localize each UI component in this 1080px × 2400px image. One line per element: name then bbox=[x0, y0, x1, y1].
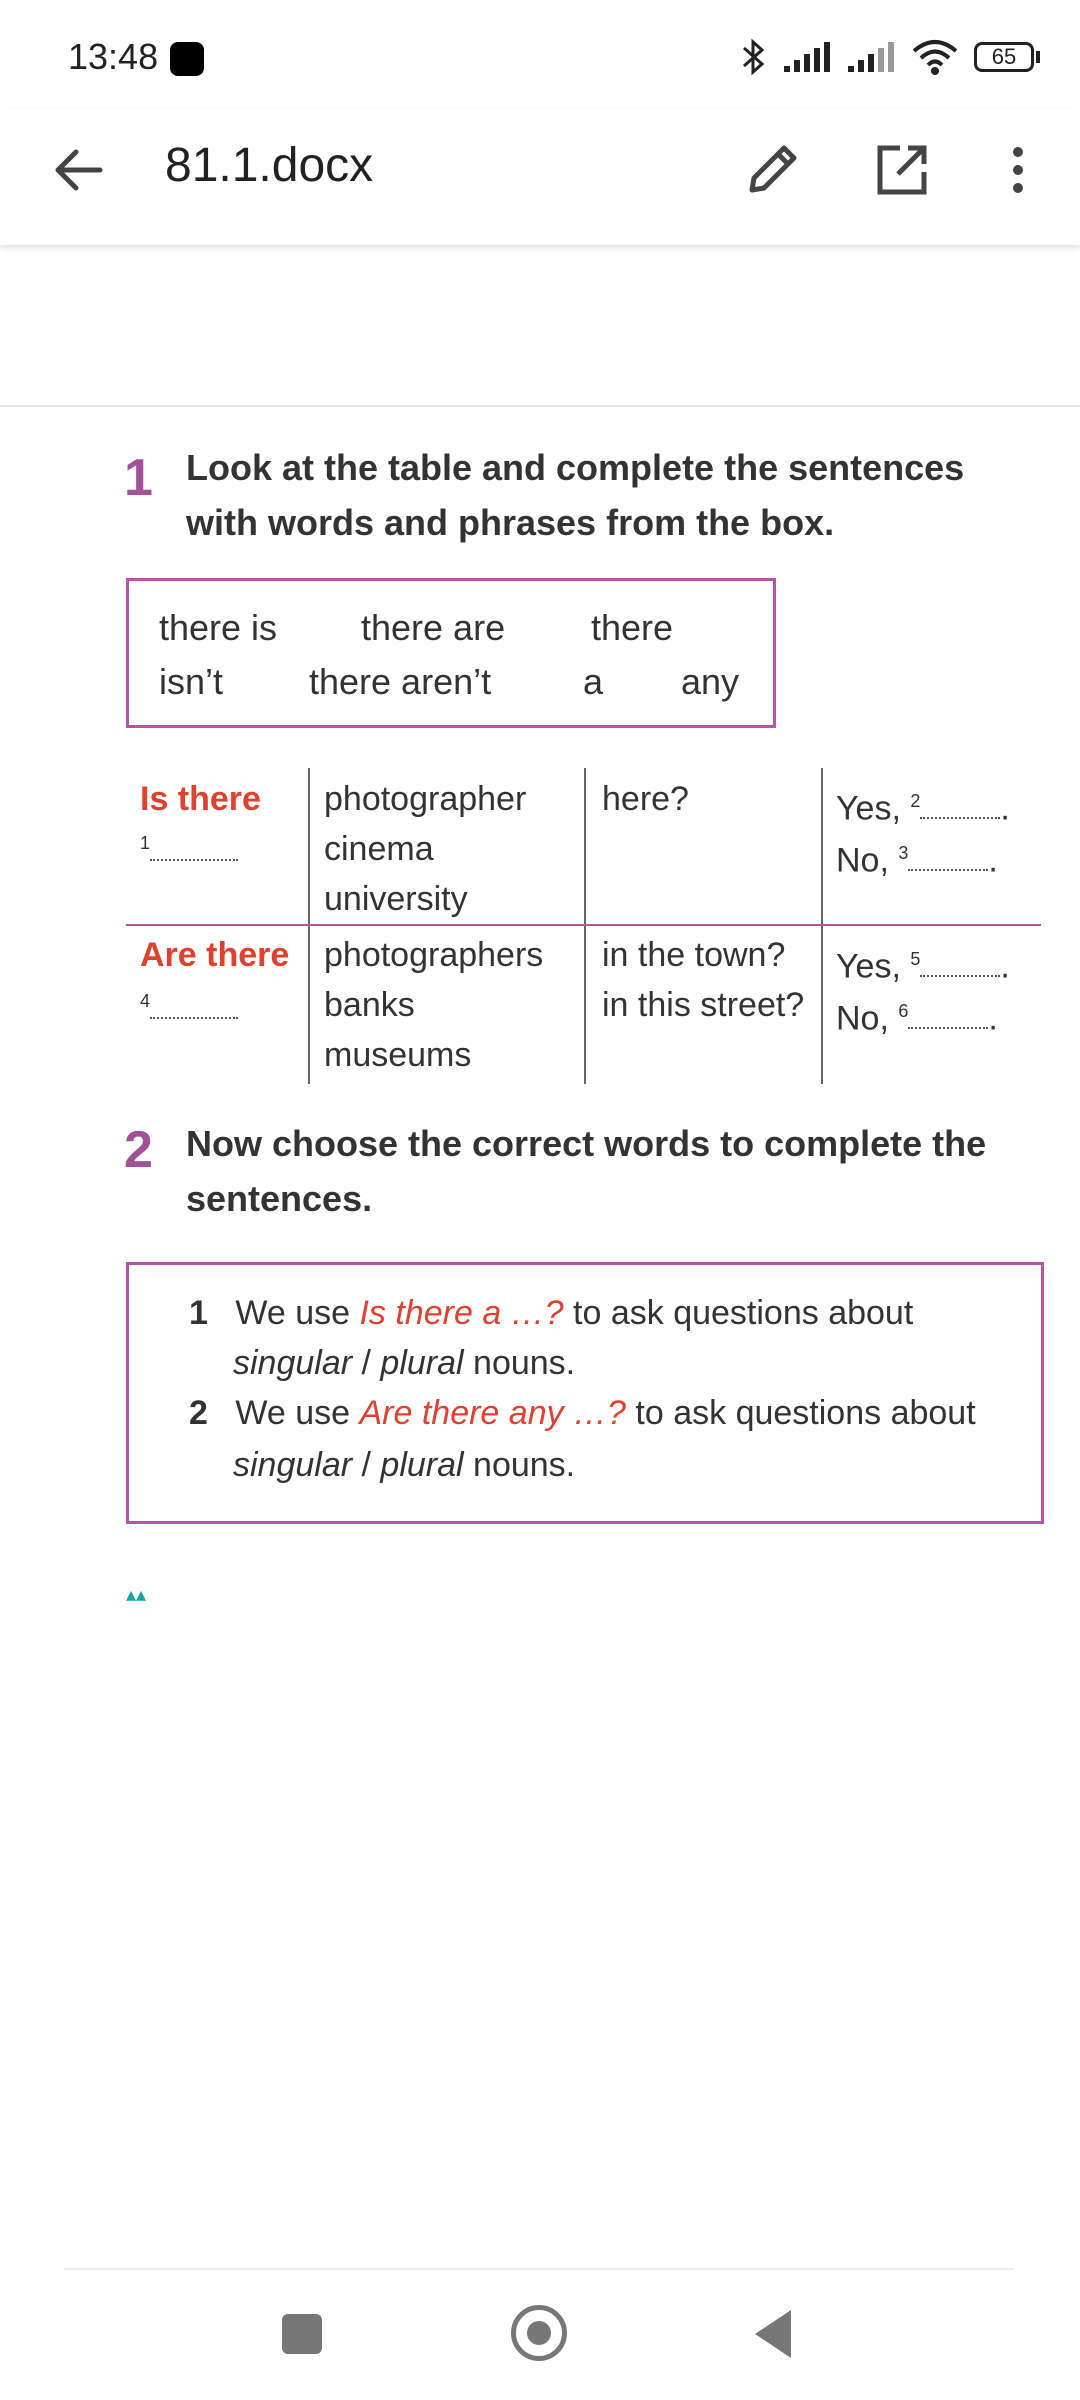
home-button-dot bbox=[527, 2321, 551, 2345]
blank-line bbox=[920, 965, 1000, 977]
answer-blank-2[interactable]: Yes, $^2$ . bbox=[836, 789, 1010, 828]
rule-number: 2 bbox=[189, 1394, 208, 1432]
yes-label: Yes, bbox=[836, 947, 901, 986]
document-header-space bbox=[0, 245, 1080, 405]
word-box-item: isn’t bbox=[159, 661, 224, 702]
no-label: No, bbox=[836, 999, 889, 1038]
place: in the town? bbox=[602, 936, 786, 974]
word-box-item: there are bbox=[361, 607, 506, 648]
rule-highlight: Are there any …? bbox=[359, 1394, 626, 1432]
option-separator: / bbox=[352, 1446, 381, 1484]
rule-text: We use bbox=[235, 1394, 360, 1432]
table-divider bbox=[308, 768, 310, 1084]
rule-number: 1 bbox=[189, 1294, 208, 1332]
document-title: 81.1.docx bbox=[165, 139, 374, 192]
answer-blank-5[interactable]: Yes, $^5$ . bbox=[836, 947, 1010, 986]
word-box-item: there aren’t bbox=[309, 661, 492, 702]
signal-icon bbox=[782, 40, 832, 74]
exercise-heading bbox=[186, 440, 964, 550]
answer-blank-1[interactable] bbox=[140, 818, 238, 875]
option-separator: / bbox=[352, 1344, 381, 1382]
blank-number: 3 bbox=[898, 843, 909, 863]
rule-end: nouns. bbox=[463, 1344, 576, 1382]
heading-line: with words and phrases from the box. bbox=[186, 502, 835, 543]
blank-number: 1 bbox=[140, 833, 151, 853]
nav-back-button[interactable] bbox=[755, 2310, 791, 2358]
rule-options[interactable] bbox=[233, 1337, 575, 1389]
noun: university bbox=[324, 880, 468, 918]
blank-number: 5 bbox=[910, 949, 921, 969]
back-arrow-icon[interactable] bbox=[50, 140, 110, 200]
notification-dot bbox=[170, 42, 204, 76]
table-cell-nouns bbox=[324, 930, 543, 1080]
answer-blank-6[interactable]: No, $^6$ . bbox=[836, 999, 998, 1038]
blank-line bbox=[150, 1007, 238, 1019]
heading-line: Now choose the correct words to complete the bbox=[186, 1123, 987, 1164]
table-divider bbox=[584, 768, 586, 1084]
table-row-divider bbox=[126, 924, 1041, 926]
table-cell-place: here? bbox=[602, 780, 689, 818]
answer-blank-3[interactable]: No, $^3$ . bbox=[836, 841, 998, 880]
wifi-icon bbox=[910, 37, 960, 77]
blank-number: 2 bbox=[910, 791, 921, 811]
noun: photographer bbox=[324, 780, 527, 818]
page-divider bbox=[0, 405, 1080, 407]
heading-line: Look at the table and complete the sentences bbox=[186, 447, 965, 488]
battery-icon bbox=[974, 42, 1034, 72]
word-box-item: there is bbox=[159, 607, 278, 648]
option-plural[interactable]: plural bbox=[380, 1446, 464, 1484]
exercise-number: 2 bbox=[124, 1121, 153, 1179]
decorative-mark: ▴▴ bbox=[126, 1584, 147, 1606]
recents-button[interactable] bbox=[282, 2314, 322, 2354]
option-plural[interactable]: plural bbox=[380, 1344, 464, 1382]
no-label: No, bbox=[836, 841, 889, 880]
rule-item bbox=[189, 1387, 976, 1439]
yes-label: Yes, bbox=[836, 789, 901, 828]
blank-line bbox=[908, 859, 988, 871]
heading-line: sentences. bbox=[186, 1178, 373, 1219]
open-external-icon[interactable] bbox=[870, 138, 934, 202]
noun: photographers bbox=[324, 936, 544, 974]
table-divider bbox=[821, 768, 823, 1084]
rule-text: We use bbox=[235, 1294, 360, 1332]
rule-end: nouns. bbox=[463, 1446, 576, 1484]
option-singular[interactable]: singular bbox=[233, 1344, 353, 1382]
pencil-icon[interactable] bbox=[740, 138, 804, 202]
noun: museums bbox=[324, 1036, 472, 1074]
answer-blank-4[interactable] bbox=[140, 976, 238, 1033]
signal-icon-2 bbox=[846, 40, 896, 74]
exercise-number: 1 bbox=[124, 449, 153, 507]
grammar-table bbox=[126, 768, 1041, 1084]
place: in this street? bbox=[602, 986, 805, 1024]
blank-number: 6 bbox=[898, 1001, 909, 1021]
word-box bbox=[126, 578, 776, 728]
table-cell-nouns bbox=[324, 774, 526, 924]
bluetooth-icon bbox=[738, 36, 768, 78]
nav-divider bbox=[64, 2268, 1014, 2270]
more-vert-icon[interactable] bbox=[986, 138, 1050, 202]
word-box-item: any bbox=[681, 661, 740, 702]
battery-level: 65 bbox=[991, 44, 1017, 69]
table-row-lead: Are there bbox=[140, 936, 290, 974]
noun: banks bbox=[324, 986, 415, 1024]
blank-line bbox=[150, 849, 238, 861]
noun: cinema bbox=[324, 830, 434, 868]
blank-line bbox=[908, 1017, 988, 1029]
table-row-lead: Is there bbox=[140, 780, 261, 818]
rule-text: to ask questions about bbox=[625, 1394, 976, 1432]
status-time: 13:48 bbox=[68, 36, 159, 77]
exercise-heading bbox=[186, 1116, 986, 1226]
battery-tip bbox=[1036, 51, 1040, 63]
rule-item bbox=[189, 1287, 913, 1339]
table-cell-place bbox=[602, 930, 804, 1030]
blank-line bbox=[920, 807, 1000, 819]
blank-number: 4 bbox=[140, 991, 151, 1011]
status-icons bbox=[738, 32, 1040, 82]
word-box-item: there bbox=[591, 607, 674, 648]
rule-text: to ask questions about bbox=[563, 1294, 914, 1332]
rule-box bbox=[126, 1262, 1044, 1524]
rule-options[interactable] bbox=[233, 1439, 575, 1491]
rule-highlight: Is there a …? bbox=[359, 1294, 564, 1332]
word-box-item: a bbox=[583, 661, 604, 702]
option-singular[interactable]: singular bbox=[233, 1446, 353, 1484]
